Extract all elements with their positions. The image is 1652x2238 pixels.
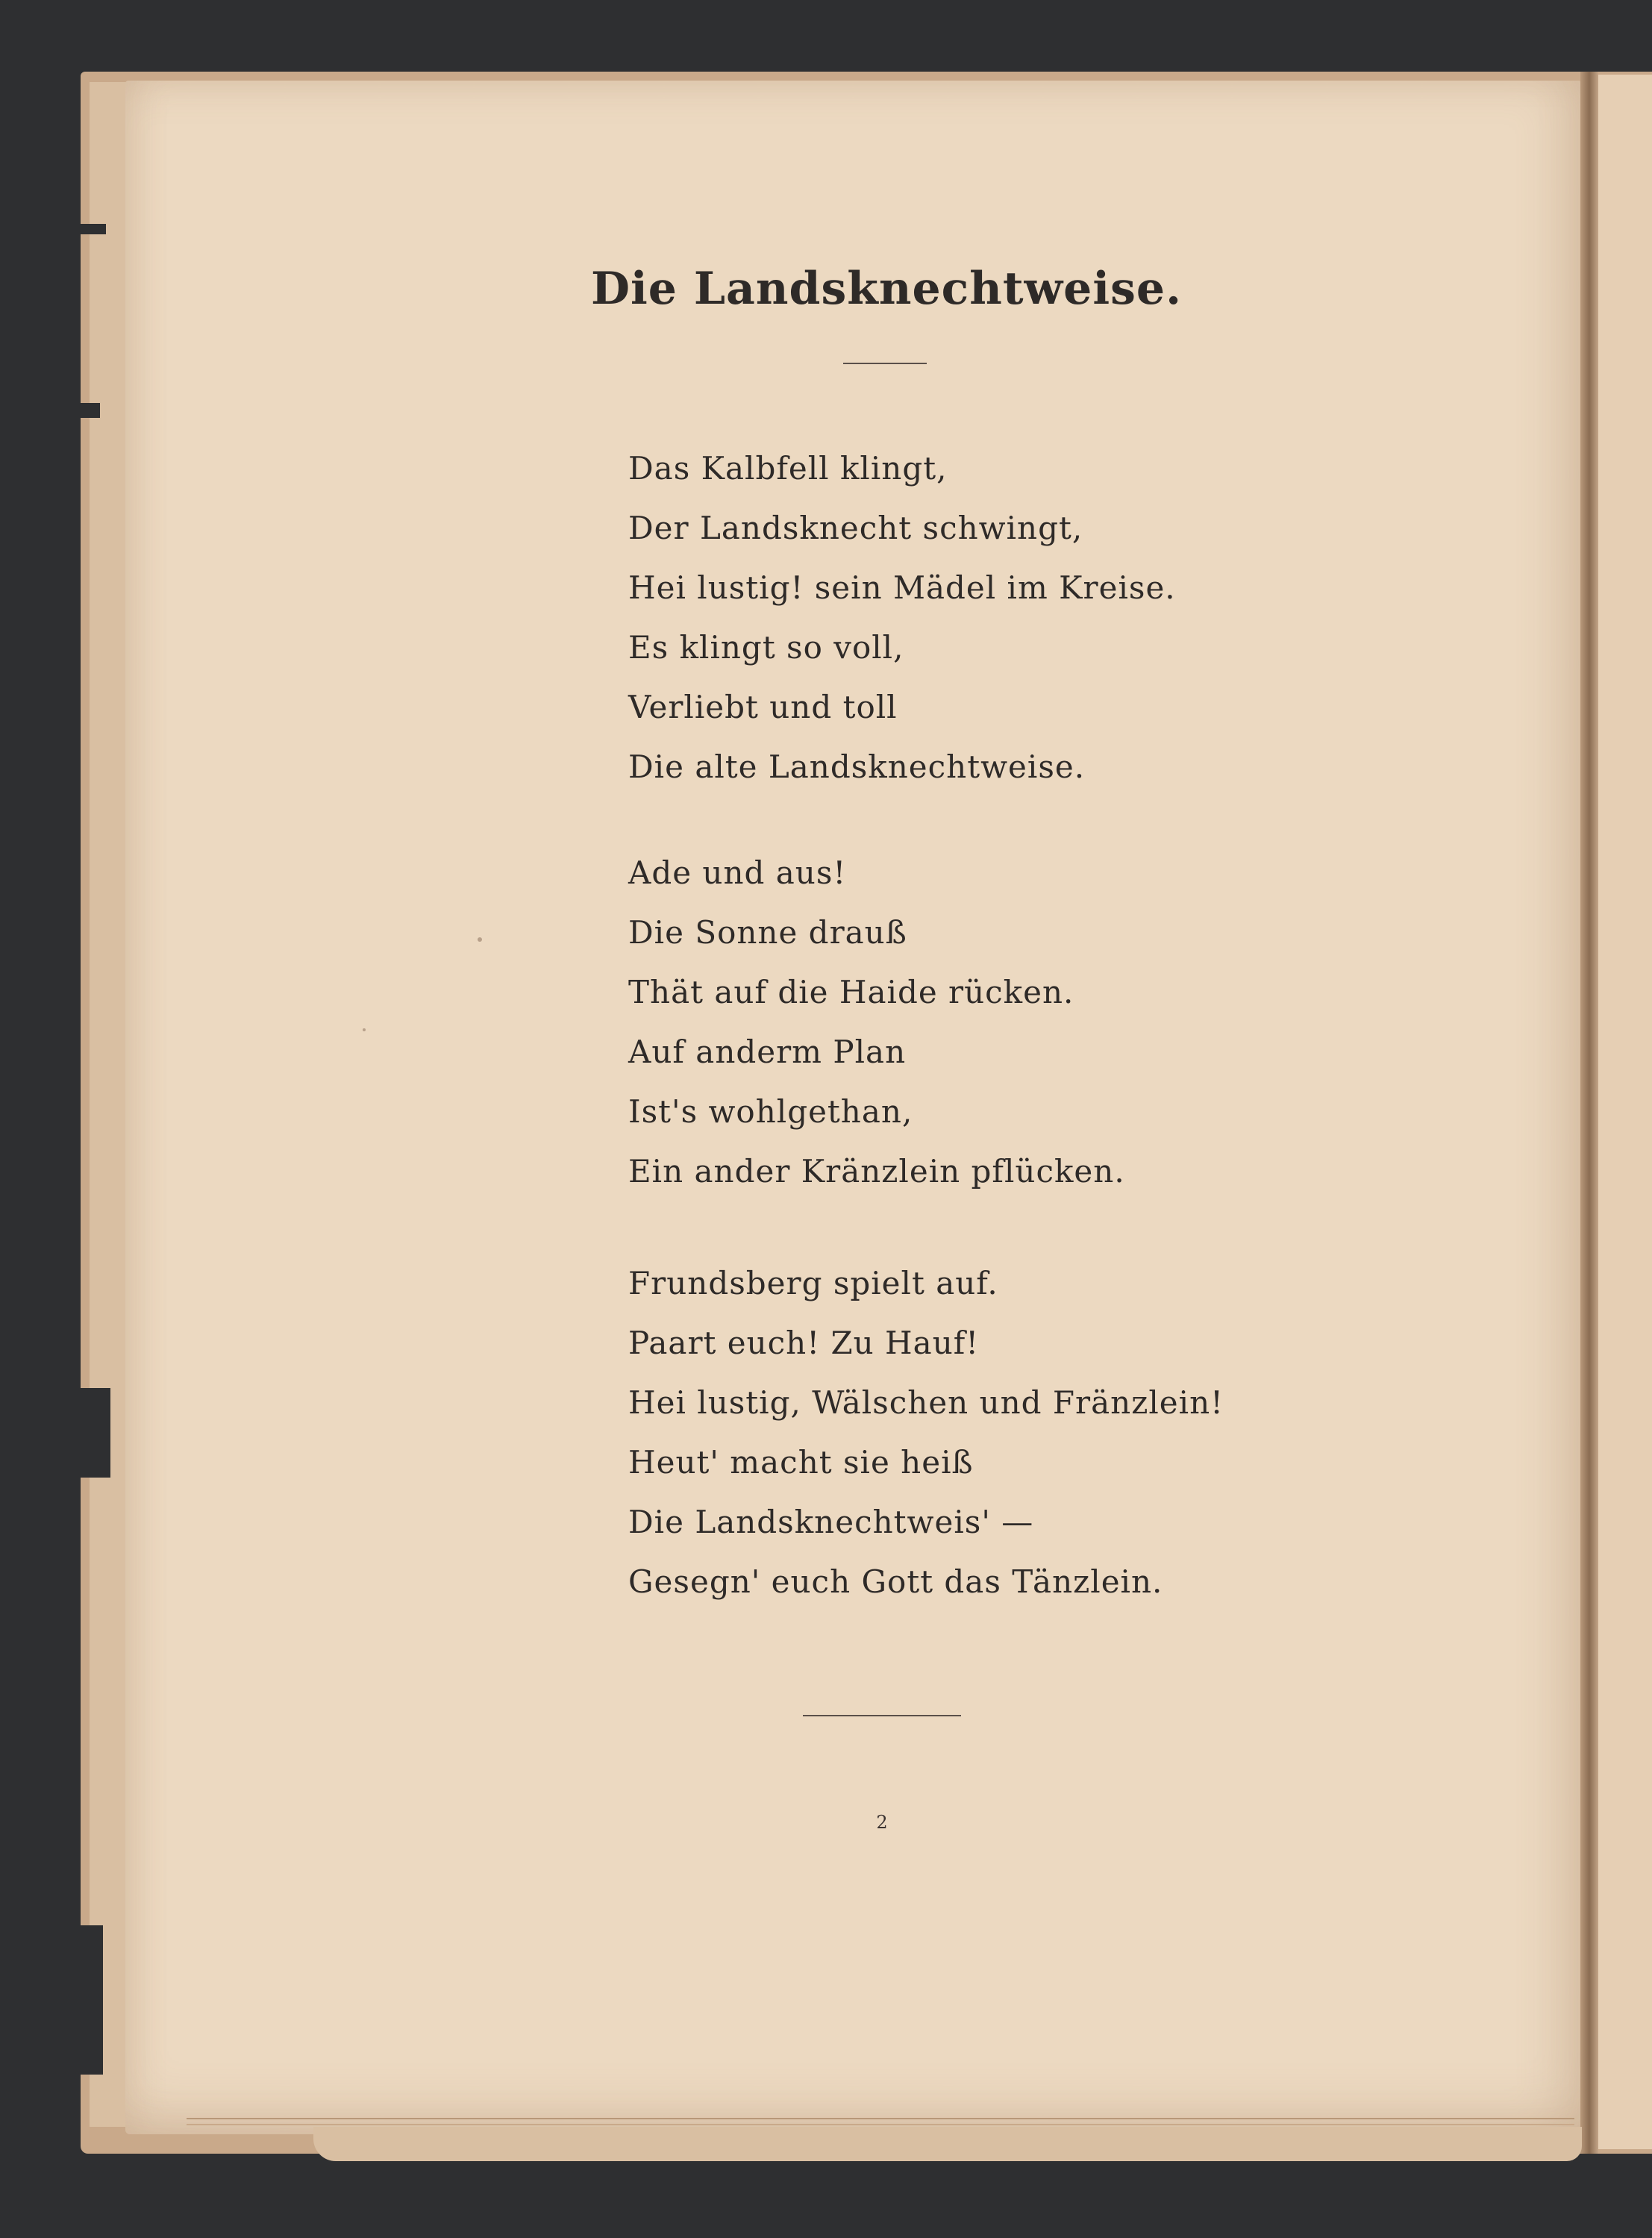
poem-line: Frundsberg spielt auf. bbox=[628, 1265, 998, 1301]
page-number: 2 bbox=[876, 1812, 888, 1833]
poem-line: Hei lustig! sein Mädel im Kreise. bbox=[628, 569, 1176, 606]
stanza-1 bbox=[628, 439, 1300, 797]
poem-line: Hei lustig, Wälschen und Fränzlein! bbox=[628, 1384, 1224, 1421]
poem-line: Verliebt und toll bbox=[628, 689, 898, 725]
stanza-3 bbox=[628, 1254, 1300, 1612]
bottom-page-lines bbox=[187, 2118, 1574, 2125]
torn-notch bbox=[81, 1925, 103, 2075]
poem-line: Paart euch! Zu Hauf! bbox=[628, 1325, 980, 1361]
poem-line: Heut' macht sie heiß bbox=[628, 1444, 974, 1481]
torn-notch bbox=[81, 224, 106, 234]
poem-title: Die Landsknechtweise. bbox=[590, 263, 1182, 315]
closing-divider bbox=[803, 1715, 961, 1716]
bottom-torn-edge bbox=[313, 2127, 1582, 2161]
poem-line: Die Landsknechtweis' — bbox=[628, 1504, 1034, 1540]
title-divider bbox=[843, 363, 927, 364]
poem-line: Die alte Landsknechtweise. bbox=[628, 748, 1086, 785]
poem-line: Ein ander Kränzlein pflücken. bbox=[628, 1153, 1125, 1190]
poem-line: Auf anderm Plan bbox=[628, 1034, 907, 1070]
poem-line: Das Kalbfell klingt, bbox=[628, 450, 948, 487]
poem-line: Thät auf die Haide rücken. bbox=[628, 974, 1074, 1010]
poem-line: Ist's wohlgethan, bbox=[628, 1093, 913, 1130]
poem-line: Ade und aus! bbox=[628, 854, 847, 891]
torn-notch bbox=[81, 403, 100, 418]
book-gutter bbox=[1580, 72, 1598, 2154]
poem-line: Der Landsknecht schwingt, bbox=[628, 510, 1083, 546]
foxing-spot bbox=[478, 937, 482, 942]
poem-line: Die Sonne drauß bbox=[628, 914, 907, 951]
foxing-spot bbox=[363, 1028, 366, 1031]
torn-notch bbox=[81, 1388, 110, 1478]
right-page-edge bbox=[1598, 75, 1652, 2149]
poem-line: Gesegn' euch Gott das Tänzlein. bbox=[628, 1563, 1163, 1600]
poem-line: Es klingt so voll, bbox=[628, 629, 904, 666]
stanza-2 bbox=[628, 843, 1300, 1201]
